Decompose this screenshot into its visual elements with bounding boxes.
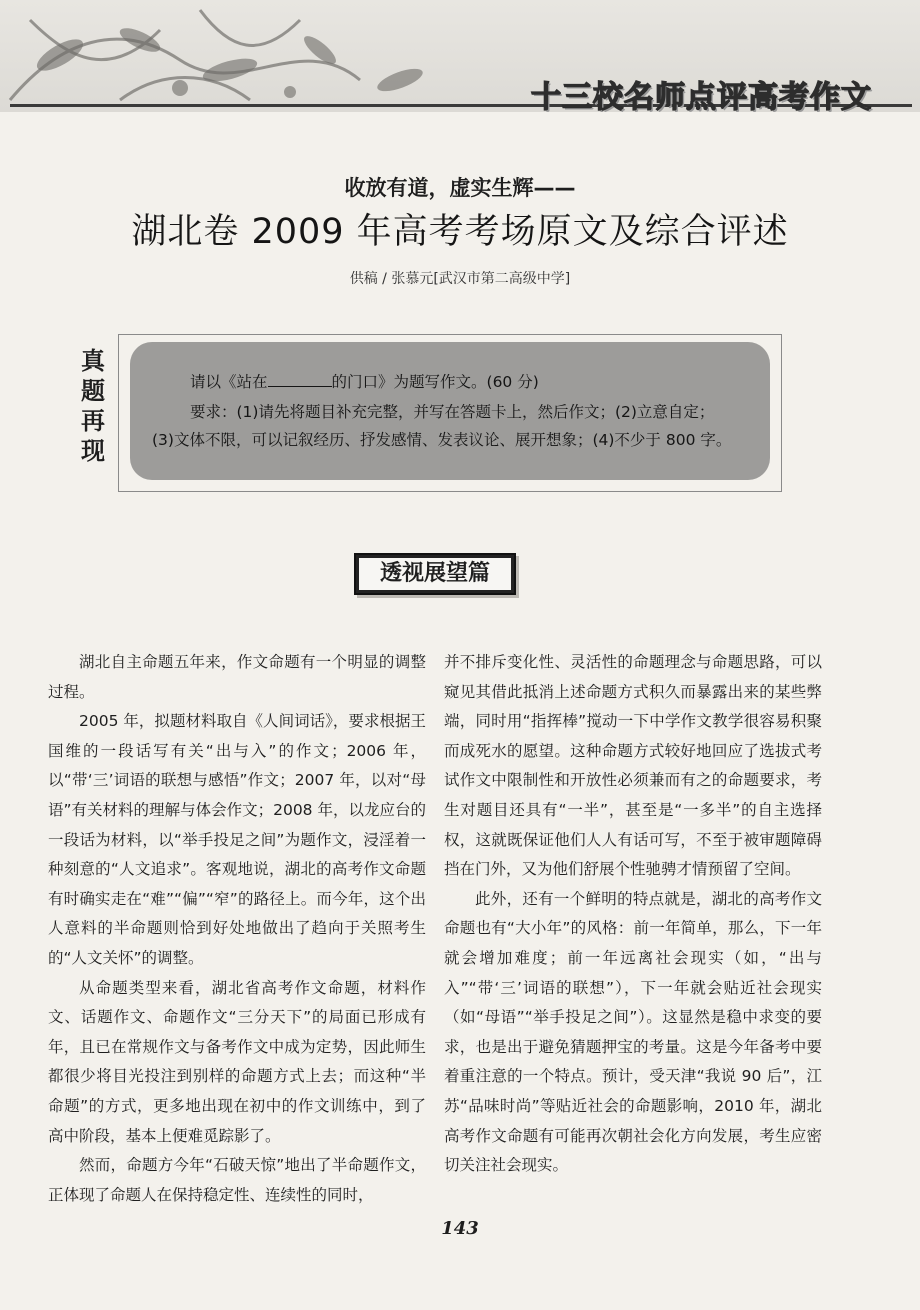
- floral-decoration: [0, 0, 520, 112]
- prompt-after: 的门口》为题写作文。(60 分): [331, 373, 539, 391]
- exam-prompt: [190, 370, 539, 392]
- page-number: 143: [441, 1218, 479, 1239]
- exam-requirement-2: (3)文体不限，可以记叙经历、抒发感情、发表议论、展开想象；(4)不少于 800 字。: [152, 431, 732, 449]
- article-subtitle: 收放有道，虚实生辉——: [344, 176, 576, 200]
- label-char: 再: [81, 407, 105, 435]
- paragraph: 2005 年，拟题材料取自《人间词话》，要求根据王国维的一段话写有关“出与入”的作文；2006 年，以“带‘三’词语的联想与感悟”作文；2007 年，以对“母语”有关材料的理解与体会作文；2008 年，以龙应台的一段话为材料，以“举手投足之间”为题作文，浸淫着一种刻意的“人文追求”。客观地说，湖北的高考作文命题有时确实走在“难”“偏”“窄”的路径上。而今年，这个出人意料的半命题则恰到好处地做出了趋向于关照考生的“人文关怀”的调整。: [48, 712, 426, 967]
- paragraph: 湖北自主命题五年来，作文命题有一个明显的调整过程。: [48, 653, 426, 701]
- paragraph: 此外，还有一个鲜明的特点就是，湖北的高考作文命题也有“大小年”的风格：前一年简单，那么，下一年就会增加难度；前一年远离社会现实（如，“出与入”“带‘三’词语的联想”），下一年就会贴近社会现实（如“母语”“举手投足之间”）。这显然是稳中求变的要求，也是出于避免猜题押宝的考量。这是今年备考中要着重注意的一个特点。预计，受天津“我说 90 后”，江苏“品味时尚”等贴近社会的命题影响，2010 年，湖北高考作文命题有可能再次朝社会化方向发展，考生应密切关注社会现实。: [444, 889, 822, 1175]
- article-title: 湖北卷 2009 年高考考场原文及综合评述: [131, 212, 789, 252]
- label-char: 真: [81, 347, 105, 375]
- header-band: [0, 0, 920, 112]
- label-char: 题: [81, 377, 105, 405]
- body-column-right: [444, 648, 822, 1181]
- paragraph: 并不排斥变化性、灵活性的命题理念与命题思路，可以窥见其借此抵消上述命题方式积久而暴露出来的某些弊端，同时用“指挥棒”搅动一下中学作文教学很容易积聚而成死水的愿望。这种命题方式较好地回应了选拔式考试作文中限制性和开放性必须兼而有之的命题要求，考生对题目还具有“一半”，甚至是“一多半”的自主选择权，这就既保证他们人人有话可写，不至于被审题障碍挡在门外，又为他们舒展个性驰骋才情预留了空间。: [444, 653, 822, 879]
- column-title: 十三校名师点评高考作文: [531, 80, 872, 112]
- label-char: 现: [81, 437, 105, 465]
- paragraph: 从命题类型来看，湖北省高考作文命题，材料作文、话题作文、命题作文“三分天下”的局面已形成有年，且已在常规作文与备考作文中成为定势，因此师生都很少将目光投注到别样的命题方式上去；而这种“半命题”的方式，更多地出现在初中的作文训练中，到了高中阶段，基本上便难觅踪影了。: [48, 978, 426, 1145]
- exam-requirement-1: 要求：(1)请先将题目补充完整，并写在答题卡上，然后作文；(2)立意自定；: [190, 403, 715, 421]
- outlook-heading: [354, 553, 516, 595]
- body-column-left: [48, 648, 426, 1210]
- article-byline: 供稿 / 张慕元[武汉市第二高级中学]: [349, 271, 571, 287]
- prompt-blank: [268, 373, 332, 387]
- paragraph: 然而，命题方今年“石破天惊”地出了半命题作文，正体现了命题人在保持稳定性、连续性的同时，: [48, 1156, 426, 1204]
- exam-section-label: [80, 346, 106, 466]
- prompt-before: 请以《站在: [190, 373, 268, 391]
- outlook-heading-text: 透视展望篇: [359, 558, 511, 590]
